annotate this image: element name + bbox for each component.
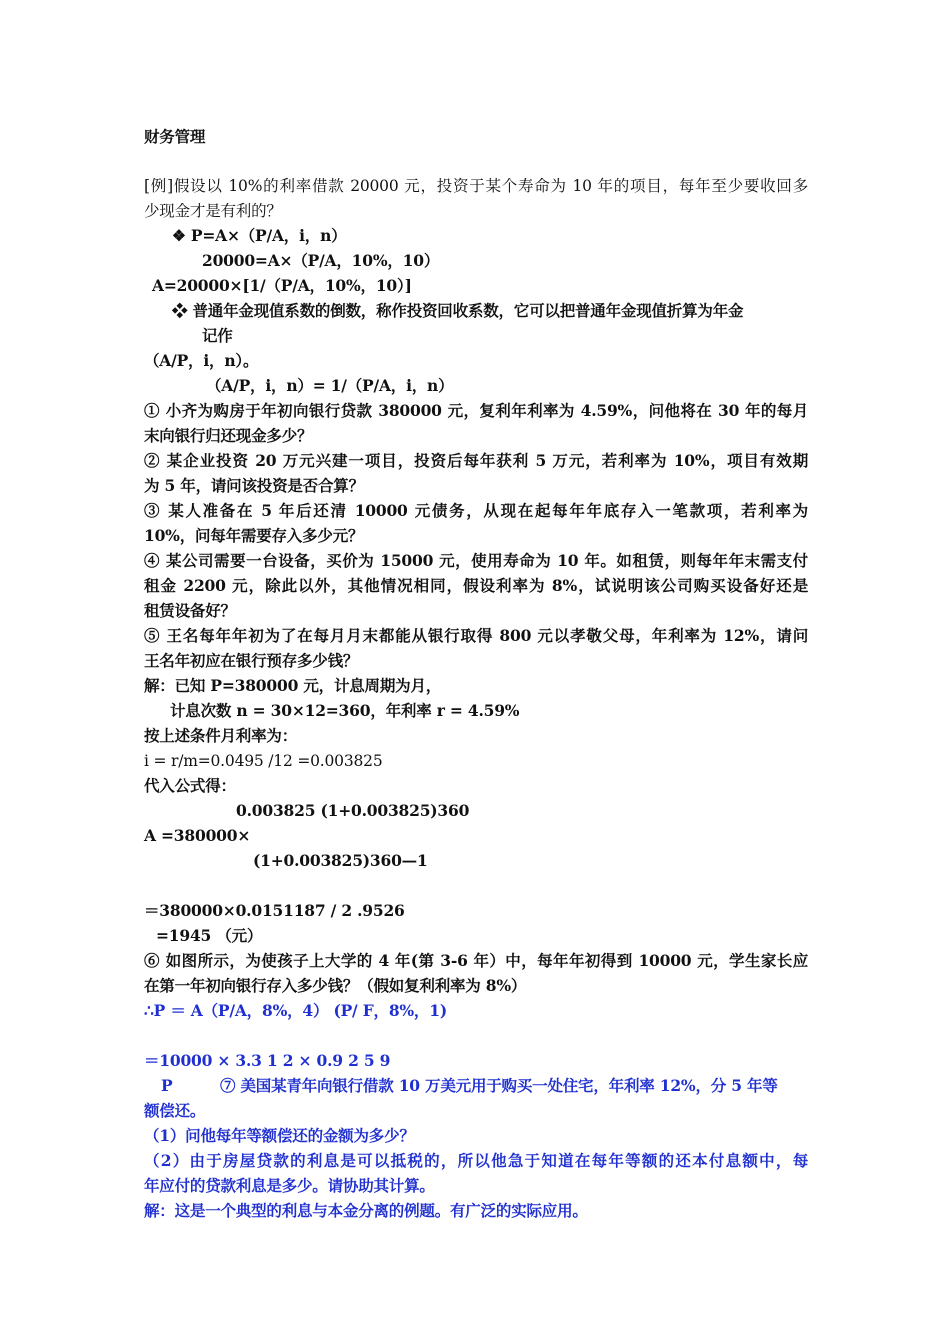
text-line: ④ 某公司需要一台设备，买价为 15000 元，使用寿命为 10 年。如租赁，则每年年末需支付 <box>144 551 808 570</box>
text-line: ∴P ＝ A（P/A，8%，4） (P/ F，8%，1) <box>144 1001 447 1020</box>
text-line: 20000=A×（P/A，10%，10） <box>202 251 440 270</box>
text-line: A =380000× <box>144 826 251 845</box>
text-line: P <box>161 1076 173 1095</box>
text-line: （1）问他每年等额偿还的金额为多少？ <box>144 1126 415 1145</box>
text-line: ⑤ 王名每年年初为了在每月月末都能从银行取得 800 元以孝敬父母，年利率为 12%，请问 <box>144 626 808 645</box>
text-line: ① 小齐为购房于年初向银行贷款 380000 元，复利年利率为 4.59%，问他将在 30 年的每月 <box>144 401 808 420</box>
text-line: 租金 2200 元，除此以外，其他情况相同，假设利率为 8%，试说明该公司购买设备好还是 <box>144 576 808 595</box>
text-line: 记作 <box>202 326 233 345</box>
text-line: 末向银行归还现金多少？ <box>144 426 313 445</box>
text-line: （2）由于房屋贷款的利息是可以抵税的，所以他急于知道在每年等额的还本付息额中，每 <box>144 1151 808 1170</box>
text-line: ② 某企业投资 20 万元兴建一项目，投资后每年获利 5 万元，若利率为 10%，项目有效期 <box>144 451 808 470</box>
text-line: 为 5 年，请问该投资是否合算？ <box>144 476 364 495</box>
text-line: (1+0.003825)360—1 <box>253 851 428 870</box>
text-line: [例]假设以 10%的利率借款 20000 元，投资于某个寿命为 10 年的项目，每年至少要收回多 <box>144 177 808 195</box>
text-line: 额偿还。 <box>144 1101 206 1120</box>
text-line: ＝10000 × 3.3 1 2 × 0.9 2 5 9 <box>144 1051 391 1070</box>
text-line: i = r/m=0.0495 /12 =0.003825 <box>144 752 383 770</box>
text-line: 计息次数 n = 30×12=360，年利率 r = 4.59% <box>170 701 520 720</box>
text-line: ⑥ 如图所示，为使孩子上大学的 4 年(第 3-6 年）中，每年年初得到 10000 元，学生家长应 <box>144 951 808 970</box>
text-line: （A/P，i，n）= 1/（P/A，i，n） <box>206 376 454 395</box>
text-line: 年应付的贷款利息是多少。请协助其计算。 <box>144 1176 435 1195</box>
text-line: 解：已知 P=380000 元，计息周期为月， <box>144 676 442 695</box>
text-line: 在第一年初向银行存入多少钱？（假如复利利率为 8%） <box>144 976 527 995</box>
text-line: 代入公式得： <box>144 776 236 795</box>
text-line: 按上述条件月利率为： <box>144 726 298 745</box>
text-line: =1945 （元） <box>156 926 263 945</box>
text-line: ＝380000×0.0151187 / 2 .9526 <box>144 901 405 920</box>
text-line: ❖ P=A×（P/A，i，n） <box>172 226 347 245</box>
text-line: （A/P，i，n）。 <box>144 351 259 370</box>
text-line: ⑦ 美国某青年向银行借款 10 万美元用于购买一处住宅，年利率 12%，分 5 年等 <box>220 1076 778 1095</box>
document-title: 财务管理 <box>144 127 206 146</box>
text-line: 少现金才是有利的？ <box>144 202 282 220</box>
text-line: ❖ 普通年金现值系数的倒数，称作投资回收系数，它可以把普通年金现值折算为年金 <box>172 301 744 320</box>
text-line: 解：这是一个典型的利息与本金分离的例题。有广泛的实际应用。 <box>144 1201 588 1220</box>
text-line: 租赁设备好？ <box>144 601 236 620</box>
text-line: ③ 某人准备在 5 年后还清 10000 元债务，从现在起每年年底存入一笔款项，若利率为 <box>144 501 808 520</box>
text-line: 10%，问每年需要存入多少元？ <box>144 526 364 545</box>
text-line: 王名年初应在银行预存多少钱？ <box>144 651 359 670</box>
text-line: A=20000×[1/（P/A，10%，10）] <box>152 276 412 295</box>
text-line: 0.003825 (1+0.003825)360 <box>236 801 470 820</box>
